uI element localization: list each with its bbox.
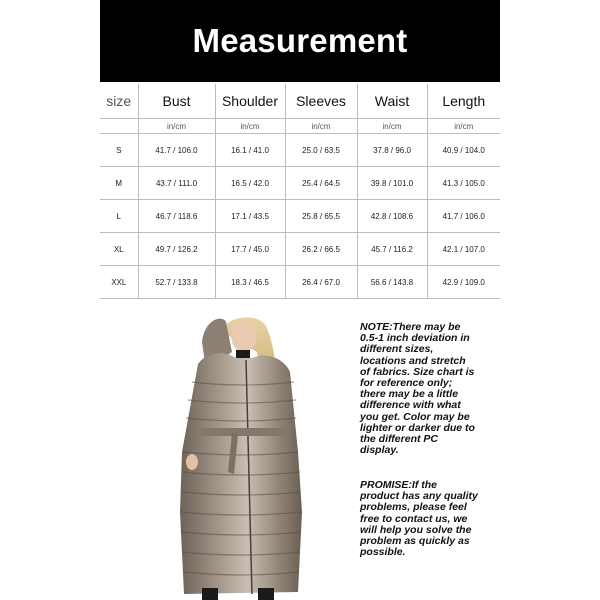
units-cell-empty xyxy=(100,119,138,134)
header-row xyxy=(100,84,500,119)
sleeves-header: Sleeves xyxy=(285,84,357,119)
boot-right xyxy=(258,588,274,600)
table-row xyxy=(100,266,500,299)
size-cell: S xyxy=(100,134,138,167)
length-cell: 40.9 / 104.0 xyxy=(427,134,500,167)
sleeves-cell: 25.4 / 64.5 xyxy=(285,167,357,200)
units-cell: in/cm xyxy=(215,119,285,134)
product-photo xyxy=(162,312,310,600)
belt xyxy=(196,428,286,436)
shoulder-cell: 17.1 / 43.5 xyxy=(215,200,285,233)
sleeves-cell: 26.2 / 66.5 xyxy=(285,233,357,266)
waist-cell: 42.8 / 108.6 xyxy=(357,200,427,233)
table-row xyxy=(100,167,500,200)
boot-left xyxy=(202,588,218,600)
waist-cell: 45.7 / 116.2 xyxy=(357,233,427,266)
bust-cell: 41.7 / 106.0 xyxy=(138,134,215,167)
bust-cell: 46.7 / 118.6 xyxy=(138,200,215,233)
model-coat-illustration xyxy=(162,312,310,600)
table-row xyxy=(100,134,500,167)
waist-header: Waist xyxy=(357,84,427,119)
size-cell: XXL xyxy=(100,266,138,299)
table-row xyxy=(100,233,500,266)
length-cell: 41.7 / 106.0 xyxy=(427,200,500,233)
units-cell: in/cm xyxy=(427,119,500,134)
sleeves-cell: 25.8 / 65.5 xyxy=(285,200,357,233)
face-shape xyxy=(231,320,257,352)
bust-header: Bust xyxy=(138,84,215,119)
shoulder-header: Shoulder xyxy=(215,84,285,119)
bust-cell: 52.7 / 133.8 xyxy=(138,266,215,299)
hand-shape xyxy=(186,454,198,470)
banner-title: Measurement xyxy=(192,22,408,59)
size-chart-table xyxy=(100,84,500,299)
shoulder-cell: 17.7 / 45.0 xyxy=(215,233,285,266)
waist-cell: 56.6 / 143.8 xyxy=(357,266,427,299)
waist-cell: 39.8 / 101.0 xyxy=(357,167,427,200)
note-text: NOTE:There may be 0.5-1 inch deviation in different sizes, locations and stretch of fabrics. Size chart is for reference only; there may be a little difference with what you get. Color may be lighter or darker due to the different PC display. xyxy=(360,321,475,457)
bust-cell: 43.7 / 111.0 xyxy=(138,167,215,200)
shoulder-cell: 16.5 / 42.0 xyxy=(215,167,285,200)
length-cell: 41.3 / 105.0 xyxy=(427,167,500,200)
shoulder-cell: 18.3 / 46.5 xyxy=(215,266,285,299)
size-cell: M xyxy=(100,167,138,200)
length-cell: 42.9 / 109.0 xyxy=(427,266,500,299)
size-cell: L xyxy=(100,200,138,233)
shoulder-cell: 16.1 / 41.0 xyxy=(215,134,285,167)
waist-cell: 37.8 / 96.0 xyxy=(357,134,427,167)
units-cell: in/cm xyxy=(285,119,357,134)
promise-text: PROMISE:If the product has any quality problems, please feel free to contact us, we will help you solve the problem as quickly as possible. xyxy=(360,479,478,559)
measurement-banner xyxy=(100,0,500,82)
size-cell: XL xyxy=(100,233,138,266)
length-cell: 42.1 / 107.0 xyxy=(427,233,500,266)
length-header: Length xyxy=(427,84,500,119)
sleeves-cell: 26.4 / 67.0 xyxy=(285,266,357,299)
sleeves-cell: 25.0 / 63.5 xyxy=(285,134,357,167)
units-cell: in/cm xyxy=(138,119,215,134)
units-row xyxy=(100,119,500,134)
bust-cell: 49.7 / 126.2 xyxy=(138,233,215,266)
table-row xyxy=(100,200,500,233)
units-cell: in/cm xyxy=(357,119,427,134)
size-column-header: size xyxy=(100,84,138,119)
